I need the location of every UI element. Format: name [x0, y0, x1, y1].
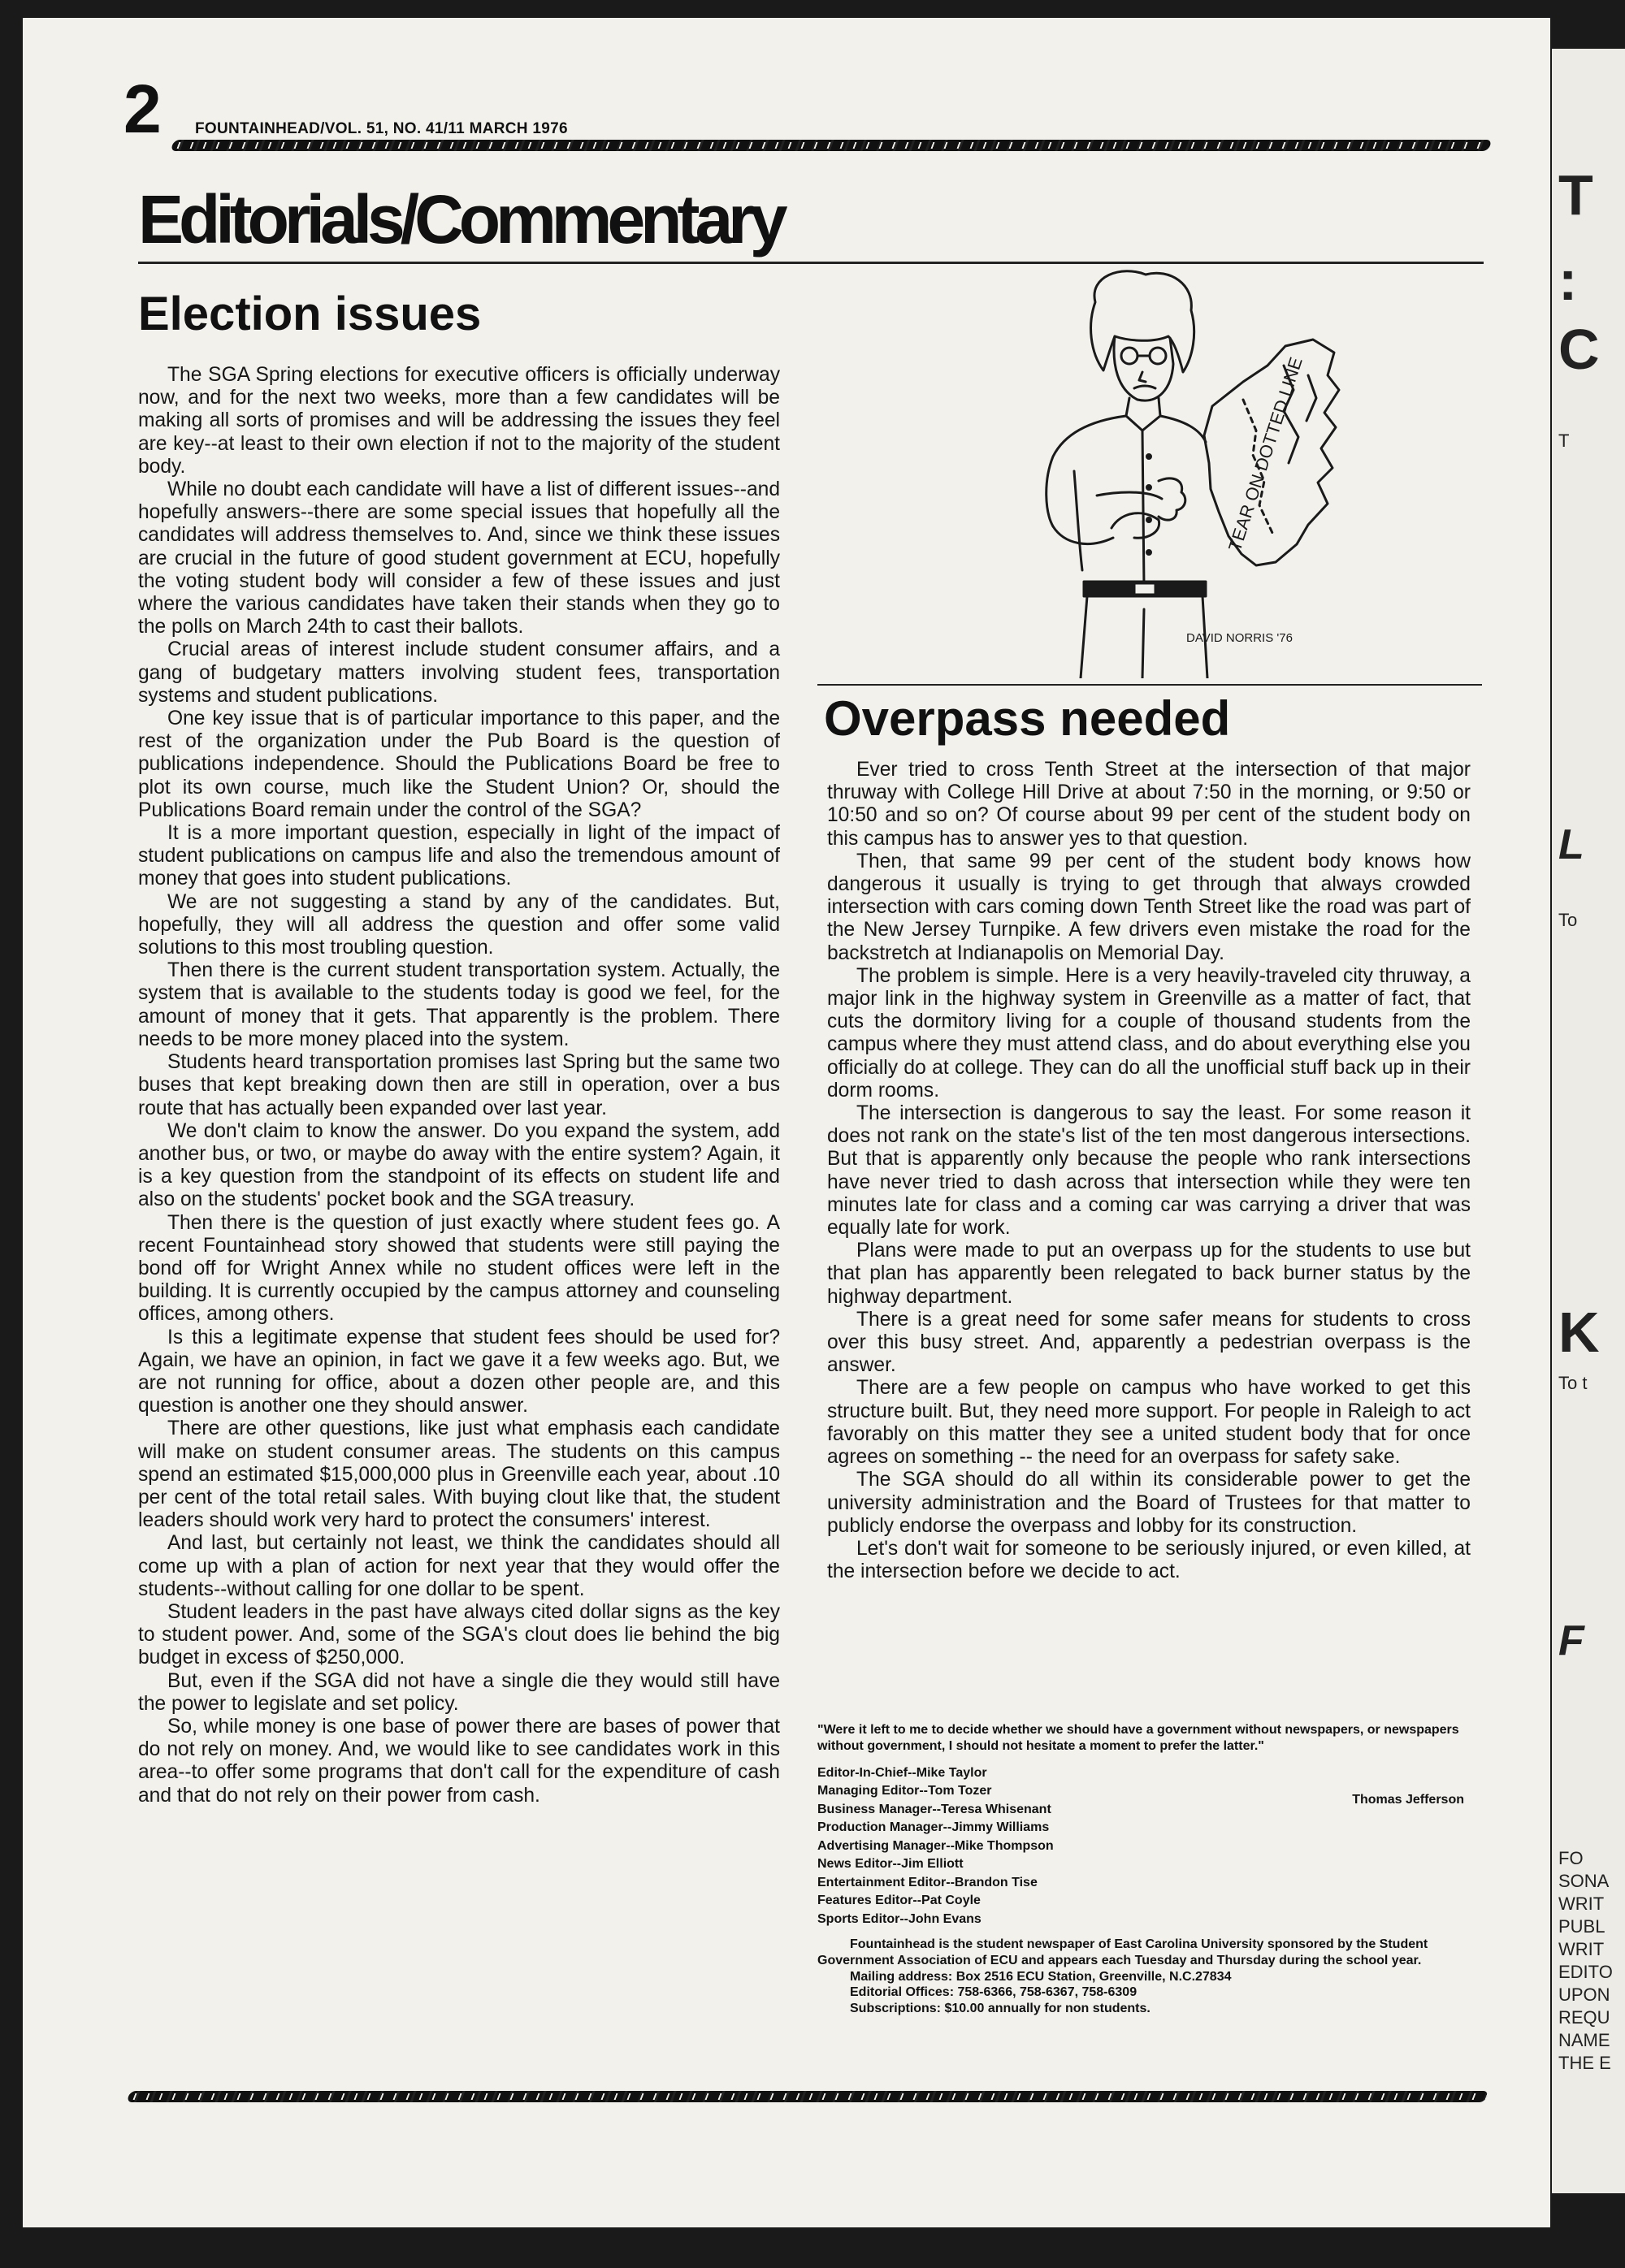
election-paragraph: Then there is the question of just exactly where student fees go. A recent Fountainhead story showed that students were still paying the bond off for Wright Annex while no student offices were left in the building. It is currently occupied by the campus attorney and counseling offices, among others. — [138, 1211, 780, 1326]
overpass-headline: Overpass needed — [824, 691, 1231, 746]
election-paragraph: Crucial areas of interest include student consumer affairs, and a gang of budgetary matters involving student fees, transportation systems and student publications. — [138, 638, 780, 707]
fragment: T — [1558, 163, 1593, 227]
election-paragraph: There are other questions, like just what emphasis each candidate will make on student consumer areas. The students on this campus spend an estimated $15,000,000 plus in Greenville each year, about .10 per cent of the total retail sales. With buying clout like that, the student leaders should work very hard to protect the consumers' interest. — [138, 1418, 780, 1532]
cartoonist-signature: DAVID NORRIS '76 — [1186, 631, 1293, 645]
election-paragraph: While no doubt each candidate will have a list of different issues--and hopefully answers--there are some special issues that hopefully all the candidates will address themselves to. And, since we think these issues are crucial in the future of good student government at ECU, hopefully the voting student body will consider a few of these issues and just where the various candidates have taken their stands when they go to the polls on March 24th to cast their ballots. — [138, 478, 780, 638]
page-number: 2 — [124, 71, 162, 147]
election-paragraph: Student leaders in the past have always cited dollar signs as the key to student power. And, some of the SGA's clout does lie behind the big budget in excess of $250,000. — [138, 1600, 780, 1669]
masthead-box — [817, 1722, 1467, 2017]
editorial-cartoon — [999, 268, 1454, 678]
staff-entry: Business Manager--Teresa Whisenant — [817, 1802, 1051, 1816]
fragment: To t — [1558, 1373, 1588, 1393]
fragment: L — [1558, 821, 1584, 868]
election-paragraph: But, even if the SGA did not have a single die they would still have the power to legislate and set policy. — [138, 1669, 780, 1715]
subscription-info: Subscriptions: $10.00 annually for non students. — [850, 2002, 1150, 2016]
overpass-paragraph: The problem is simple. Here is a very heavily-traveled city thruway, a major link in the highway system in Greenville as a matter of fact, that cuts the dormitory living for a couple of thousand students from the campus where they must attend class, and do about everything else you officially do at college. They can do all the unofficial stuff back up in their dorm rooms. — [827, 964, 1471, 1102]
election-paragraph: We don't claim to know the answer. Do you expand the system, add another bus, or two, or maybe do away with the entire system? Again, it is a key question from the standpoint of its effects on student life and also on the students' pocket book and the SGA treasury. — [138, 1119, 780, 1211]
staff-entry: Entertainment Editor--Brandon Tise — [817, 1875, 1038, 1889]
folio-line: FOUNTAINHEAD/VOL. 51, NO. 41/11 MARCH 1976 — [195, 120, 568, 137]
fragment: THE E — [1558, 2053, 1611, 2073]
election-paragraph: And last, but certainly not least, we think the candidates should all come up with a plan of action for next year that they would offer the students--without calling for one dollar to be spent. — [138, 1532, 780, 1600]
staff-entry: Production Manager--Jimmy Williams — [817, 1820, 1050, 1835]
fragment: WRIT — [1558, 1939, 1605, 1959]
fragment: EDITO — [1558, 1962, 1613, 1982]
election-paragraph: Then there is the current student transportation system. Actually, the system that is available to the students today is good we feel, for the amount of money that it gets. That apparently is the problem. There needs to be more money placed into the system. — [138, 959, 780, 1050]
cartoon-rule — [817, 684, 1482, 686]
section-title: Editorials/Commentary — [138, 181, 783, 258]
bottom-ornamental-rule — [126, 2091, 1488, 2102]
election-paragraph: The SGA Spring elections for executive officers is officially underway now, and for the next two weeks, more than a few candidates will be making all sorts of promises and will be addressing the issues they feel are key--at least to their own election if not to the majority of the student body. — [138, 364, 780, 478]
fragment: FO — [1558, 1848, 1584, 1868]
fragment: SONA — [1558, 1871, 1610, 1891]
overpass-article-body — [827, 759, 1471, 1583]
staff-entry: News Editor--Jim Elliott — [817, 1857, 964, 1872]
section-rule — [138, 262, 1484, 264]
overpass-paragraph: Let's don't wait for someone to be seriously injured, or even killed, at the intersection before we decide to act. — [827, 1537, 1471, 1583]
election-paragraph: We are not suggesting a stand by any of the candidates. But, hopefully, they will all address the question and offer some valid solutions to this most troubling question. — [138, 890, 780, 959]
top-ornamental-rule — [170, 140, 1492, 151]
fragment: T — [1558, 431, 1570, 451]
overpass-paragraph: Then, that same 99 per cent of the student body knows how dangerous it usually is trying to get through that always crowded intersection with cars coming down Tenth Street like the road was part of the New Jersey Turnpike. A few drivers even mistake the road for the backstretch at Indianapolis on Memorial Day. — [827, 850, 1471, 964]
staff-entry: Managing Editor--Tom Tozer — [817, 1784, 992, 1798]
staff-entry: Features Editor--Pat Coyle — [817, 1894, 981, 1908]
fragment: NAME — [1558, 2030, 1610, 2050]
fragment: PUBL — [1558, 1916, 1606, 1937]
overpass-paragraph: The intersection is dangerous to say the least. For some reason it does not rank on the state's list of the ten most dangerous intersections. But that is apparently only because the people who rank intersections have never tried to dash across that intersection while they were ten minutes late for class and a coming car was carrying a driver that was equally late for work. — [827, 1102, 1471, 1240]
staff-entry: Advertising Manager--Mike Thompson — [817, 1838, 1054, 1853]
adjacent-page-fragment — [1552, 49, 1625, 2193]
jefferson-quote: "Were it left to me to decide whether we should have a government without newspapers, or newspapers without government, I should not hesitate a moment to prefer the latter." — [817, 1723, 1459, 1753]
election-paragraph: One key issue that is of particular importance to this paper, and the rest of the organization under the Pub Board is the question of publications independence. Should the Publications Board be free to plot its own course, much like the Student Union? Or, should the Publications Board remain under the control of the SGA? — [138, 708, 780, 821]
fragment: To — [1558, 910, 1578, 930]
election-headline: Election issues — [138, 288, 482, 340]
overpass-paragraph: The SGA should do all within its considerable power to get the university administration and the Board of Trustees for that matter to publicly endorse the overpass and lobby for its construction. — [827, 1469, 1471, 1537]
overpass-paragraph: Ever tried to cross Tenth Street at the intersection of that major thruway with College Hill Drive at about 7:50 in the morning, or 9:50 or 10:50 and so on? Of course about 99 per cent of the student body on this campus has to answer yes to that question. — [827, 759, 1471, 850]
overpass-paragraph: There are a few people on campus who have worked to get this structure built. But, they need more support. For people in Raleigh to act favorably on this matter they see a united student body that for once agrees on something -- the need for an overpass for safety sake. — [827, 1377, 1471, 1469]
election-paragraph: Students heard transportation promises last Spring but the same two buses that kept breaking down then are still in operation, over a bus route that has actually been expanded over last year. — [138, 1051, 780, 1119]
election-article-body — [138, 364, 780, 1807]
map-caption: TEAR ON DOTTED LINE — [1224, 354, 1306, 554]
editorial-offices: Editorial Offices: 758-6366, 758-6367, 758-6309 — [850, 1985, 1138, 2000]
election-paragraph: So, while money is one base of power there are bases of power that do not rely on money. And, we would like to see candidates work in this area--to offer some programs that don't call for the expenditure of cash and that do not rely on their power from cash. — [138, 1715, 780, 1807]
overpass-paragraph: There is a great need for some safer means for students to cross over this busy street. And, apparently a pedestrian overpass is the answer. — [827, 1308, 1471, 1377]
fragment: C — [1558, 318, 1600, 381]
mailing-address: Mailing address: Box 2516 ECU Station, Greenville, N.C.27834 — [850, 1969, 1232, 1984]
fragment: : — [1558, 249, 1578, 312]
fragment: REQU — [1558, 2007, 1610, 2028]
fragment: WRIT — [1558, 1894, 1605, 1914]
staff-entry: Sports Editor--John Evans — [817, 1911, 982, 1926]
election-paragraph: Is this a legitimate expense that student fees should be used for? Again, we have an opinion, in fact we gave it a few weeks ago. But, we are not running for office, about a dozen other people are, and this question is another one they should answer. — [138, 1326, 780, 1418]
staff-entry: Editor-In-Chief--Mike Taylor — [817, 1765, 987, 1780]
overpass-paragraph: Plans were made to put an overpass up for the students to use but that plan has apparently been relegated to back burner status by the highway department. — [827, 1240, 1471, 1308]
fragment: K — [1558, 1301, 1600, 1364]
quote-attribution: Thomas Jefferson — [1352, 1793, 1464, 1807]
election-paragraph: It is a more important question, especially in light of the impact of student publications on campus life and also the tremendous amount of money that goes into student publications. — [138, 822, 780, 890]
paper-description: Fountainhead is the student newspaper of East Carolina University sponsored by the Student Government Association of ECU and appears each Tuesday and Thursday during the school year. — [817, 1937, 1428, 1967]
staff-list — [817, 1764, 1467, 1929]
fragment: F — [1558, 1617, 1584, 1664]
fragment: UPON — [1558, 1984, 1610, 2005]
